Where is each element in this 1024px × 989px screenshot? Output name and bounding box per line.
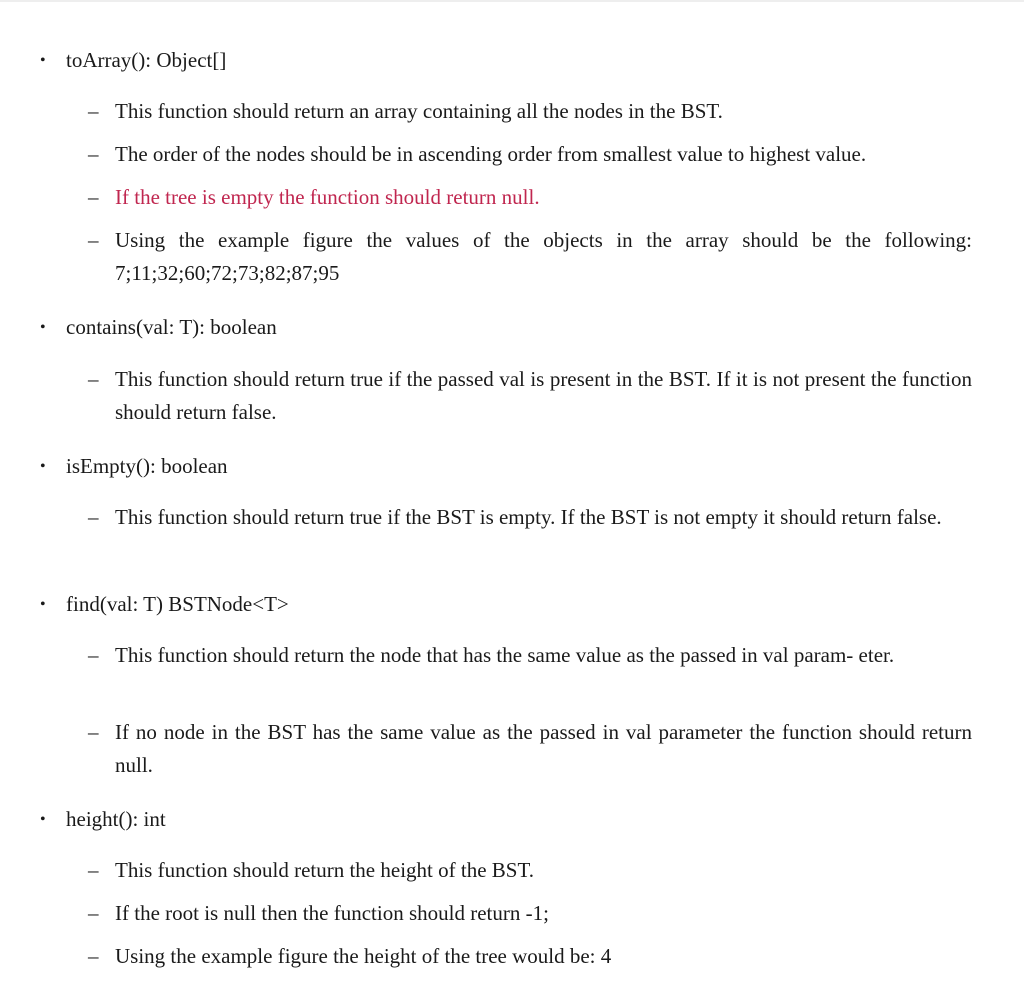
- function-signature: toArray(): Object[]: [66, 48, 227, 72]
- dash-icon: –: [88, 505, 99, 529]
- sub-item: [88, 363, 972, 429]
- dash-icon: –: [88, 185, 99, 209]
- sub-item: [88, 224, 972, 290]
- dash-icon: –: [88, 944, 99, 968]
- sub-item: [88, 716, 972, 782]
- bullet-icon: •: [40, 319, 46, 336]
- function-signature: contains(val: T): boolean: [66, 315, 277, 339]
- bullet-icon: •: [40, 52, 46, 69]
- dash-icon: –: [88, 643, 99, 667]
- sub-item: [88, 639, 972, 672]
- function-signature: find(val: T) BSTNode<T>: [66, 592, 289, 616]
- dash-icon: –: [88, 367, 99, 391]
- dash-icon: –: [88, 99, 99, 123]
- function-item-find: [40, 592, 289, 617]
- sub-item-text: The order of the nodes should be in ascending order from smallest value to highest value.: [115, 142, 867, 166]
- bullet-icon: •: [40, 596, 46, 613]
- sub-item-text: This function should return the node that has the same value as the passed in val param- eter.: [115, 643, 895, 667]
- sub-item: [88, 940, 972, 973]
- sub-item: [88, 95, 972, 128]
- sub-item: [88, 501, 972, 534]
- sub-item: [88, 138, 972, 171]
- sub-item-text: Using the example figure the values of the objects in the array should be the following: 7;11;32;60;72;73;82;87;95: [115, 228, 972, 285]
- sub-item-text: This function should return true if the passed val is present in the BST. If it is not present the function should return false.: [115, 367, 972, 424]
- sub-item-text: This function should return an array containing all the nodes in the BST.: [115, 99, 723, 123]
- sub-item: [88, 897, 972, 930]
- bullet-icon: •: [40, 811, 46, 828]
- function-item-contains: [40, 315, 277, 340]
- sub-item-text: If the tree is empty the function should return null.: [115, 185, 540, 209]
- dash-icon: –: [88, 720, 99, 744]
- sub-item-text: If no node in the BST has the same value as the passed in val parameter the function should return null.: [115, 720, 972, 777]
- function-item-toarray: [40, 48, 226, 73]
- dash-icon: –: [88, 901, 99, 925]
- sub-item: [88, 854, 972, 887]
- function-signature: isEmpty(): boolean: [66, 454, 228, 478]
- dash-icon: –: [88, 228, 99, 252]
- function-signature: height(): int: [66, 807, 166, 831]
- function-item-isempty: [40, 454, 228, 479]
- bullet-icon: •: [40, 458, 46, 475]
- sub-item-text: If the root is null then the function should return -1;: [115, 901, 549, 925]
- dash-icon: –: [88, 142, 99, 166]
- function-item-height: [40, 807, 166, 832]
- sub-item-text: This function should return the height of the BST.: [115, 858, 534, 882]
- dash-icon: –: [88, 858, 99, 882]
- sub-item-text: Using the example figure the height of the tree would be: 4: [115, 944, 612, 968]
- sub-item-highlighted: [88, 181, 972, 214]
- sub-item-text: This function should return true if the BST is empty. If the BST is not empty it should return false.: [115, 505, 942, 529]
